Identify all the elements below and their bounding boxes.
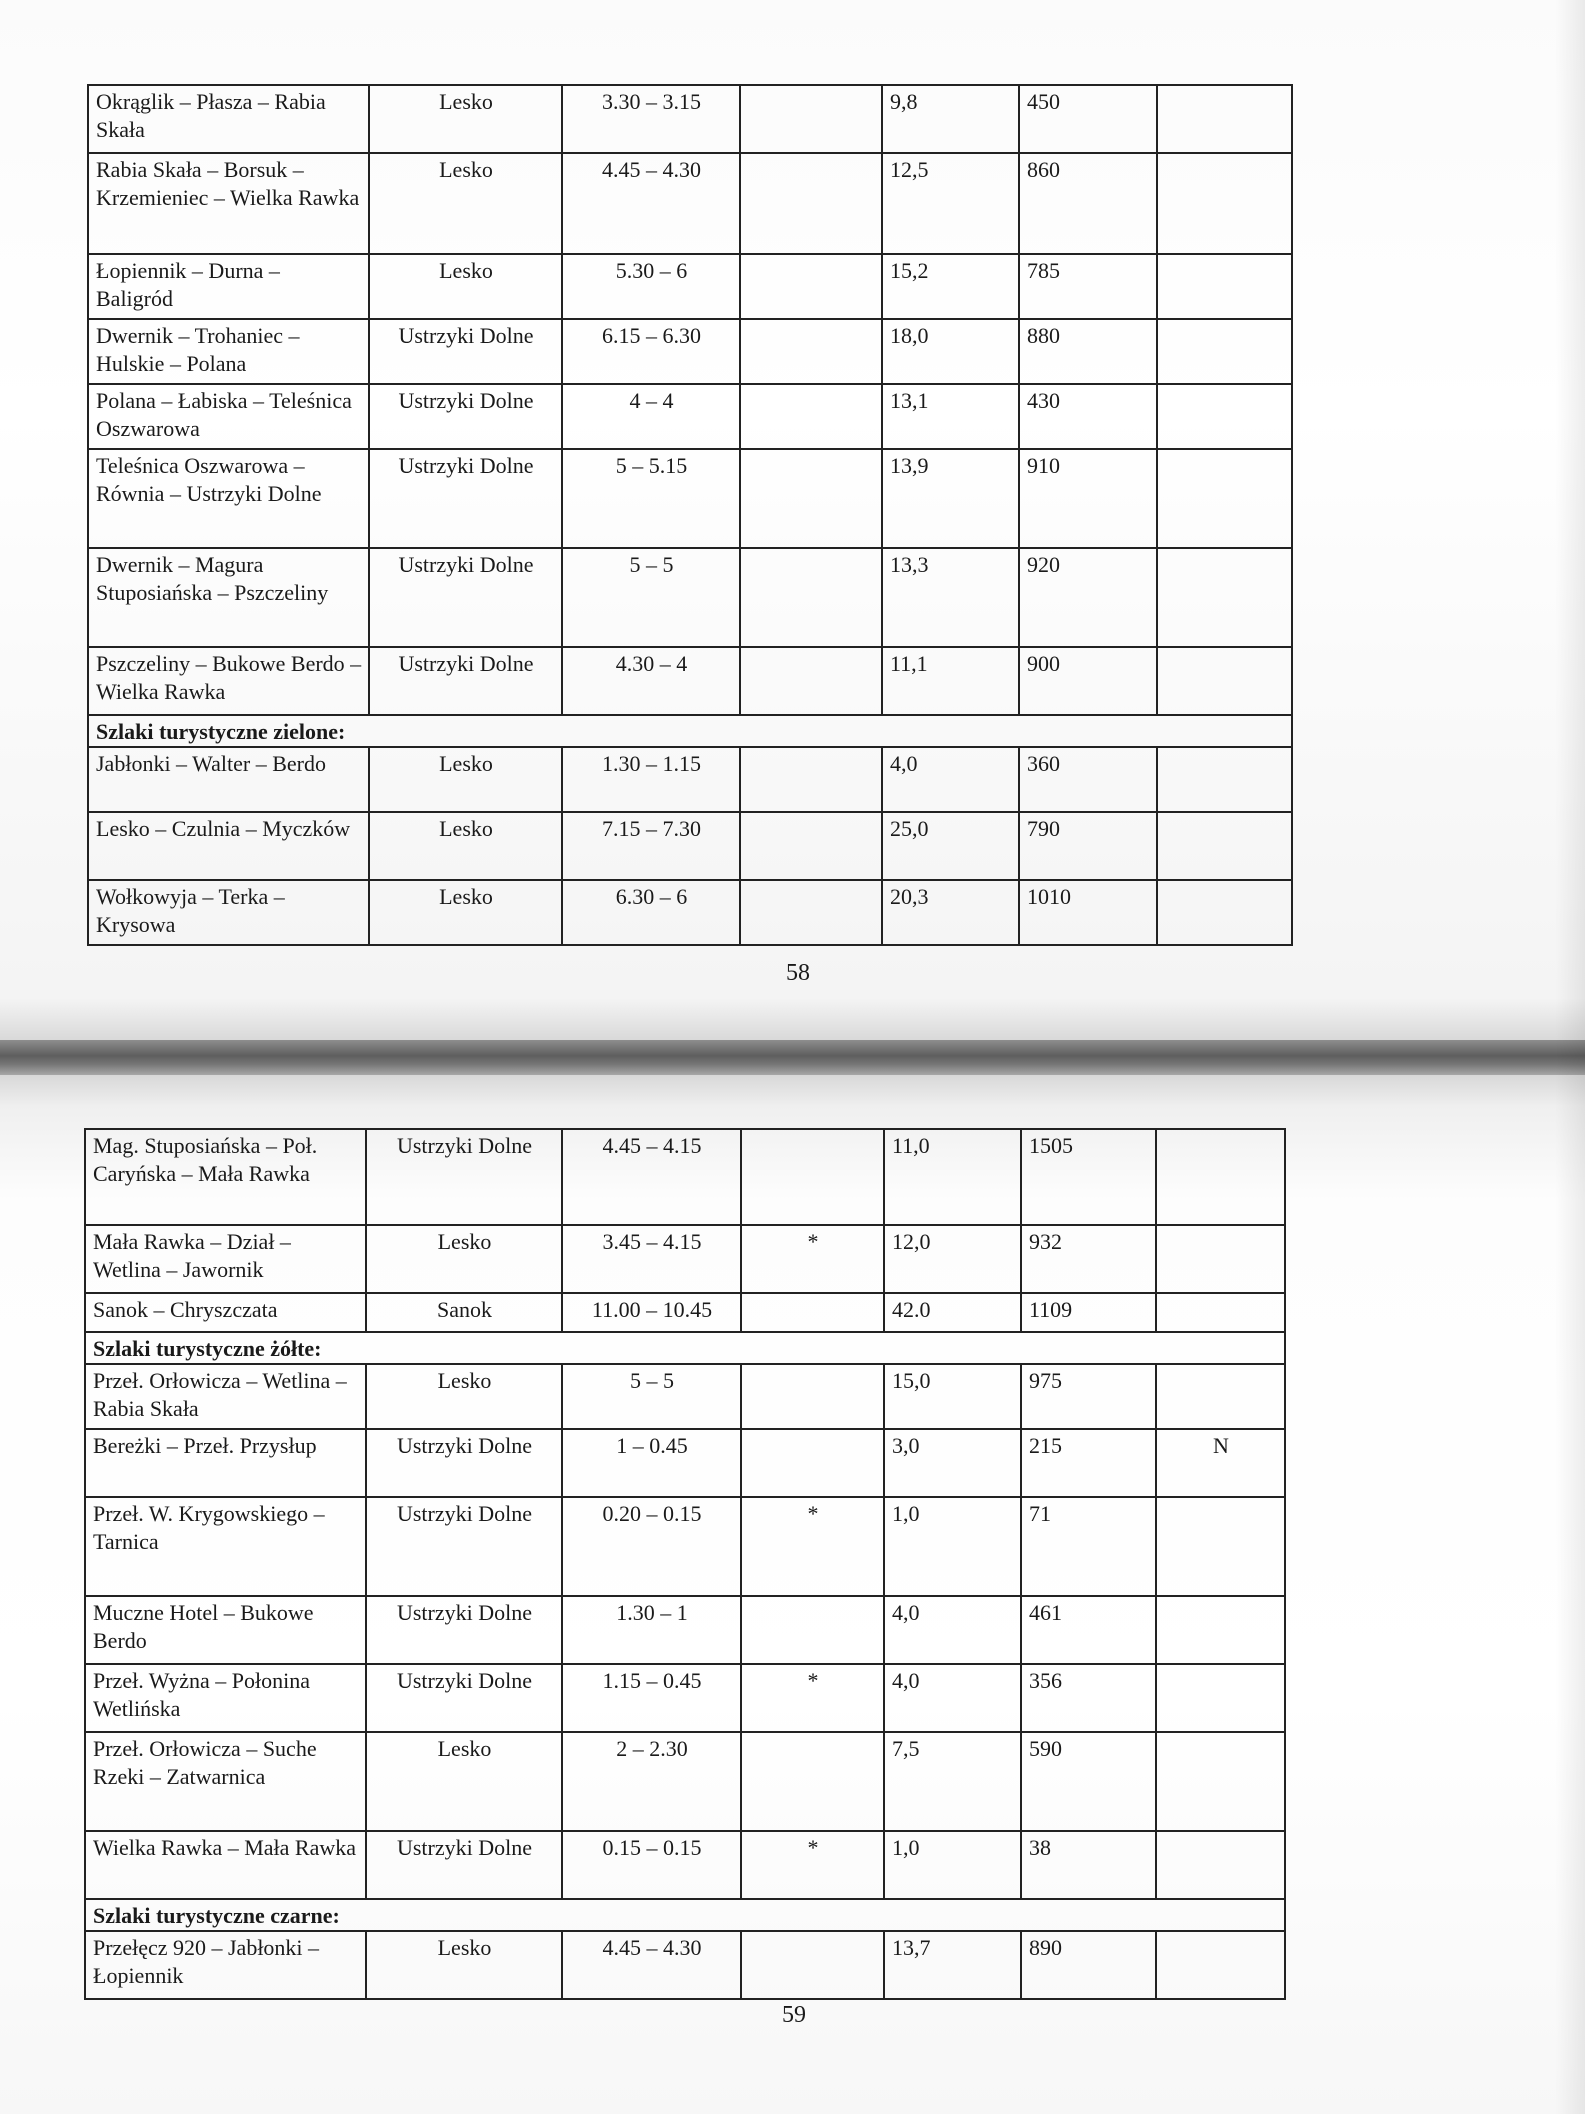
ascent-cell: 880 bbox=[1019, 319, 1157, 384]
note-cell bbox=[1156, 1596, 1285, 1664]
route-cell: Teleśnica Oszwarowa – Równia – Ustrzyki Dolne bbox=[88, 449, 369, 548]
ascent-cell: 360 bbox=[1019, 747, 1157, 812]
ascent-cell: 900 bbox=[1019, 647, 1157, 715]
table-row bbox=[85, 1129, 1285, 1225]
region-cell: Ustrzyki Dolne bbox=[366, 1664, 562, 1732]
mark-cell bbox=[740, 85, 882, 153]
ascent-cell: 215 bbox=[1021, 1429, 1156, 1497]
route-cell: Przełęcz 920 – Jabłonki – Łopiennik bbox=[85, 1931, 366, 1999]
table-row bbox=[85, 1831, 1285, 1899]
region-cell: Ustrzyki Dolne bbox=[369, 319, 562, 384]
page-number: 59 bbox=[782, 2002, 806, 2028]
mark-cell: * bbox=[741, 1664, 884, 1732]
ascent-cell: 975 bbox=[1021, 1364, 1156, 1429]
book-gutter bbox=[0, 1040, 1585, 1075]
table-row bbox=[85, 1364, 1285, 1429]
ascent-cell: 932 bbox=[1021, 1225, 1156, 1293]
mark-cell bbox=[741, 1364, 884, 1429]
time-cell: 4.45 – 4.30 bbox=[562, 1931, 741, 1999]
table-row bbox=[85, 1931, 1285, 1999]
length-cell: 13,1 bbox=[882, 384, 1019, 449]
table-row bbox=[88, 812, 1292, 880]
section-header: Szlaki turystyczne czarne: bbox=[85, 1899, 1285, 1931]
region-cell: Ustrzyki Dolne bbox=[366, 1129, 562, 1225]
table-row bbox=[88, 319, 1292, 384]
ascent-cell: 890 bbox=[1021, 1931, 1156, 1999]
length-cell: 11,0 bbox=[884, 1129, 1021, 1225]
route-cell: Rabia Skała – Borsuk – Krzemieniec – Wielka Rawka bbox=[88, 153, 369, 254]
table-row bbox=[88, 880, 1292, 945]
time-cell: 0.15 – 0.15 bbox=[562, 1831, 741, 1899]
region-cell: Ustrzyki Dolne bbox=[369, 449, 562, 548]
time-cell: 1 – 0.45 bbox=[562, 1429, 741, 1497]
route-cell: Jabłonki – Walter – Berdo bbox=[88, 747, 369, 812]
trail-table-page-58 bbox=[87, 84, 1293, 946]
route-cell: Przeł. W. Krygowskiego – Tarnica bbox=[85, 1497, 366, 1596]
ascent-cell: 590 bbox=[1021, 1732, 1156, 1831]
note-cell bbox=[1156, 1732, 1285, 1831]
region-cell: Lesko bbox=[366, 1931, 562, 1999]
route-cell: Przeł. Orłowicza – Wetlina – Rabia Skała bbox=[85, 1364, 366, 1429]
route-cell: Łopiennik – Durna – Baligród bbox=[88, 254, 369, 319]
ascent-cell: 71 bbox=[1021, 1497, 1156, 1596]
note-cell bbox=[1157, 449, 1292, 548]
ascent-cell: 910 bbox=[1019, 449, 1157, 548]
length-cell: 9,8 bbox=[882, 85, 1019, 153]
route-cell: Wołkowyja – Terka – Krysowa bbox=[88, 880, 369, 945]
time-cell: 5 – 5 bbox=[562, 548, 740, 647]
time-cell: 1.15 – 0.45 bbox=[562, 1664, 741, 1732]
mark-cell bbox=[740, 153, 882, 254]
region-cell: Lesko bbox=[369, 747, 562, 812]
time-cell: 11.00 – 10.45 bbox=[562, 1293, 741, 1332]
time-cell: 5 – 5.15 bbox=[562, 449, 740, 548]
time-cell: 3.30 – 3.15 bbox=[562, 85, 740, 153]
time-cell: 7.15 – 7.30 bbox=[562, 812, 740, 880]
time-cell: 6.30 – 6 bbox=[562, 880, 740, 945]
length-cell: 20,3 bbox=[882, 880, 1019, 945]
route-cell: Lesko – Czulnia – Myczków bbox=[88, 812, 369, 880]
note-cell bbox=[1156, 1225, 1285, 1293]
route-cell: Muczne Hotel – Bukowe Berdo bbox=[85, 1596, 366, 1664]
route-cell: Dwernik – Trohaniec – Hulskie – Polana bbox=[88, 319, 369, 384]
route-cell: Pszczeliny – Bukowe Berdo – Wielka Rawka bbox=[88, 647, 369, 715]
length-cell: 11,1 bbox=[882, 647, 1019, 715]
mark-cell bbox=[740, 647, 882, 715]
length-cell: 15,2 bbox=[882, 254, 1019, 319]
route-cell: Przeł. Wyżna – Połonina Wetlińska bbox=[85, 1664, 366, 1732]
mark-cell bbox=[740, 880, 882, 945]
route-cell: Przeł. Orłowicza – Suche Rzeki – Zatwarnica bbox=[85, 1732, 366, 1831]
ascent-cell: 461 bbox=[1021, 1596, 1156, 1664]
table-row bbox=[88, 449, 1292, 548]
mark-cell bbox=[741, 1931, 884, 1999]
note-cell bbox=[1157, 254, 1292, 319]
table-row bbox=[88, 254, 1292, 319]
mark-cell: * bbox=[741, 1497, 884, 1596]
region-cell: Lesko bbox=[369, 880, 562, 945]
ascent-cell: 1010 bbox=[1019, 880, 1157, 945]
section-header-row bbox=[88, 715, 1292, 747]
region-cell: Lesko bbox=[369, 85, 562, 153]
mark-cell bbox=[741, 1129, 884, 1225]
table-row bbox=[88, 747, 1292, 812]
mark-cell: * bbox=[741, 1225, 884, 1293]
time-cell: 5.30 – 6 bbox=[562, 254, 740, 319]
table-row bbox=[88, 153, 1292, 254]
table-row bbox=[85, 1293, 1285, 1332]
note-cell bbox=[1156, 1931, 1285, 1999]
table-row bbox=[85, 1497, 1285, 1596]
region-cell: Lesko bbox=[366, 1364, 562, 1429]
length-cell: 4,0 bbox=[884, 1596, 1021, 1664]
mark-cell bbox=[740, 384, 882, 449]
region-cell: Lesko bbox=[366, 1732, 562, 1831]
route-cell: Dwernik – Magura Stuposiańska – Pszczeliny bbox=[88, 548, 369, 647]
route-cell: Mała Rawka – Dział – Wetlina – Jawornik bbox=[85, 1225, 366, 1293]
mark-cell bbox=[740, 548, 882, 647]
section-header: Szlaki turystyczne żółte: bbox=[85, 1332, 1285, 1364]
length-cell: 25,0 bbox=[882, 812, 1019, 880]
region-cell: Lesko bbox=[369, 153, 562, 254]
time-cell: 4.45 – 4.30 bbox=[562, 153, 740, 254]
region-cell: Ustrzyki Dolne bbox=[366, 1429, 562, 1497]
ascent-cell: 450 bbox=[1019, 85, 1157, 153]
time-cell: 3.45 – 4.15 bbox=[562, 1225, 741, 1293]
length-cell: 1,0 bbox=[884, 1831, 1021, 1899]
time-cell: 6.15 – 6.30 bbox=[562, 319, 740, 384]
ascent-cell: 1109 bbox=[1021, 1293, 1156, 1332]
mark-cell bbox=[741, 1732, 884, 1831]
time-cell: 2 – 2.30 bbox=[562, 1732, 741, 1831]
note-cell bbox=[1157, 812, 1292, 880]
region-cell: Ustrzyki Dolne bbox=[369, 384, 562, 449]
table-row bbox=[85, 1429, 1285, 1497]
length-cell: 4,0 bbox=[882, 747, 1019, 812]
note-cell bbox=[1157, 384, 1292, 449]
region-cell: Ustrzyki Dolne bbox=[369, 548, 562, 647]
mark-cell bbox=[740, 449, 882, 548]
mark-cell bbox=[741, 1596, 884, 1664]
section-header-row bbox=[85, 1332, 1285, 1364]
region-cell: Sanok bbox=[366, 1293, 562, 1332]
region-cell: Ustrzyki Dolne bbox=[366, 1497, 562, 1596]
time-cell: 1.30 – 1.15 bbox=[562, 747, 740, 812]
time-cell: 4.45 – 4.15 bbox=[562, 1129, 741, 1225]
table-row bbox=[88, 85, 1292, 153]
length-cell: 13,3 bbox=[882, 548, 1019, 647]
length-cell: 4,0 bbox=[884, 1664, 1021, 1732]
note-cell bbox=[1157, 319, 1292, 384]
length-cell: 13,7 bbox=[884, 1931, 1021, 1999]
mark-cell bbox=[740, 319, 882, 384]
length-cell: 12,0 bbox=[884, 1225, 1021, 1293]
ascent-cell: 1505 bbox=[1021, 1129, 1156, 1225]
time-cell: 0.20 – 0.15 bbox=[562, 1497, 741, 1596]
region-cell: Ustrzyki Dolne bbox=[366, 1831, 562, 1899]
time-cell: 4 – 4 bbox=[562, 384, 740, 449]
time-cell: 4.30 – 4 bbox=[562, 647, 740, 715]
note-cell bbox=[1156, 1364, 1285, 1429]
table-row bbox=[88, 548, 1292, 647]
note-cell bbox=[1157, 647, 1292, 715]
length-cell: 7,5 bbox=[884, 1732, 1021, 1831]
table-row bbox=[85, 1732, 1285, 1831]
note-cell bbox=[1156, 1831, 1285, 1899]
mark-cell bbox=[740, 747, 882, 812]
time-cell: 1.30 – 1 bbox=[562, 1596, 741, 1664]
table-row bbox=[88, 647, 1292, 715]
time-cell: 5 – 5 bbox=[562, 1364, 741, 1429]
length-cell: 18,0 bbox=[882, 319, 1019, 384]
note-cell bbox=[1157, 85, 1292, 153]
mark-cell: * bbox=[741, 1831, 884, 1899]
region-cell: Lesko bbox=[369, 254, 562, 319]
note-cell bbox=[1156, 1664, 1285, 1732]
mark-cell bbox=[740, 812, 882, 880]
length-cell: 12,5 bbox=[882, 153, 1019, 254]
route-cell: Mag. Stuposiańska – Poł. Caryńska – Mała Rawka bbox=[85, 1129, 366, 1225]
length-cell: 1,0 bbox=[884, 1497, 1021, 1596]
route-cell: Okrąglik – Płasza – Rabia Skała bbox=[88, 85, 369, 153]
ascent-cell: 785 bbox=[1019, 254, 1157, 319]
length-cell: 3,0 bbox=[884, 1429, 1021, 1497]
section-header-row bbox=[85, 1899, 1285, 1931]
table-row bbox=[85, 1596, 1285, 1664]
note-cell: N bbox=[1156, 1429, 1285, 1497]
length-cell: 13,9 bbox=[882, 449, 1019, 548]
ascent-cell: 860 bbox=[1019, 153, 1157, 254]
table-row bbox=[85, 1225, 1285, 1293]
note-cell bbox=[1156, 1129, 1285, 1225]
route-cell: Wielka Rawka – Mała Rawka bbox=[85, 1831, 366, 1899]
length-cell: 42.0 bbox=[884, 1293, 1021, 1332]
length-cell: 15,0 bbox=[884, 1364, 1021, 1429]
route-cell: Bereżki – Przeł. Przysłup bbox=[85, 1429, 366, 1497]
mark-cell bbox=[741, 1293, 884, 1332]
table-row bbox=[88, 384, 1292, 449]
route-cell: Sanok – Chryszczata bbox=[85, 1293, 366, 1332]
note-cell bbox=[1157, 747, 1292, 812]
mark-cell bbox=[741, 1429, 884, 1497]
note-cell bbox=[1157, 548, 1292, 647]
note-cell bbox=[1157, 153, 1292, 254]
note-cell bbox=[1156, 1293, 1285, 1332]
region-cell: Lesko bbox=[369, 812, 562, 880]
region-cell: Ustrzyki Dolne bbox=[369, 647, 562, 715]
trail-table-page-59 bbox=[84, 1128, 1286, 2000]
note-cell bbox=[1157, 880, 1292, 945]
page-edge-shadow bbox=[1555, 0, 1585, 2114]
table-row bbox=[85, 1664, 1285, 1732]
ascent-cell: 38 bbox=[1021, 1831, 1156, 1899]
region-cell: Lesko bbox=[366, 1225, 562, 1293]
route-cell: Polana – Łabiska – Teleśnica Oszwarowa bbox=[88, 384, 369, 449]
note-cell bbox=[1156, 1497, 1285, 1596]
page-number: 58 bbox=[786, 960, 810, 986]
ascent-cell: 430 bbox=[1019, 384, 1157, 449]
ascent-cell: 356 bbox=[1021, 1664, 1156, 1732]
mark-cell bbox=[740, 254, 882, 319]
ascent-cell: 790 bbox=[1019, 812, 1157, 880]
region-cell: Ustrzyki Dolne bbox=[366, 1596, 562, 1664]
section-header: Szlaki turystyczne zielone: bbox=[88, 715, 1292, 747]
ascent-cell: 920 bbox=[1019, 548, 1157, 647]
